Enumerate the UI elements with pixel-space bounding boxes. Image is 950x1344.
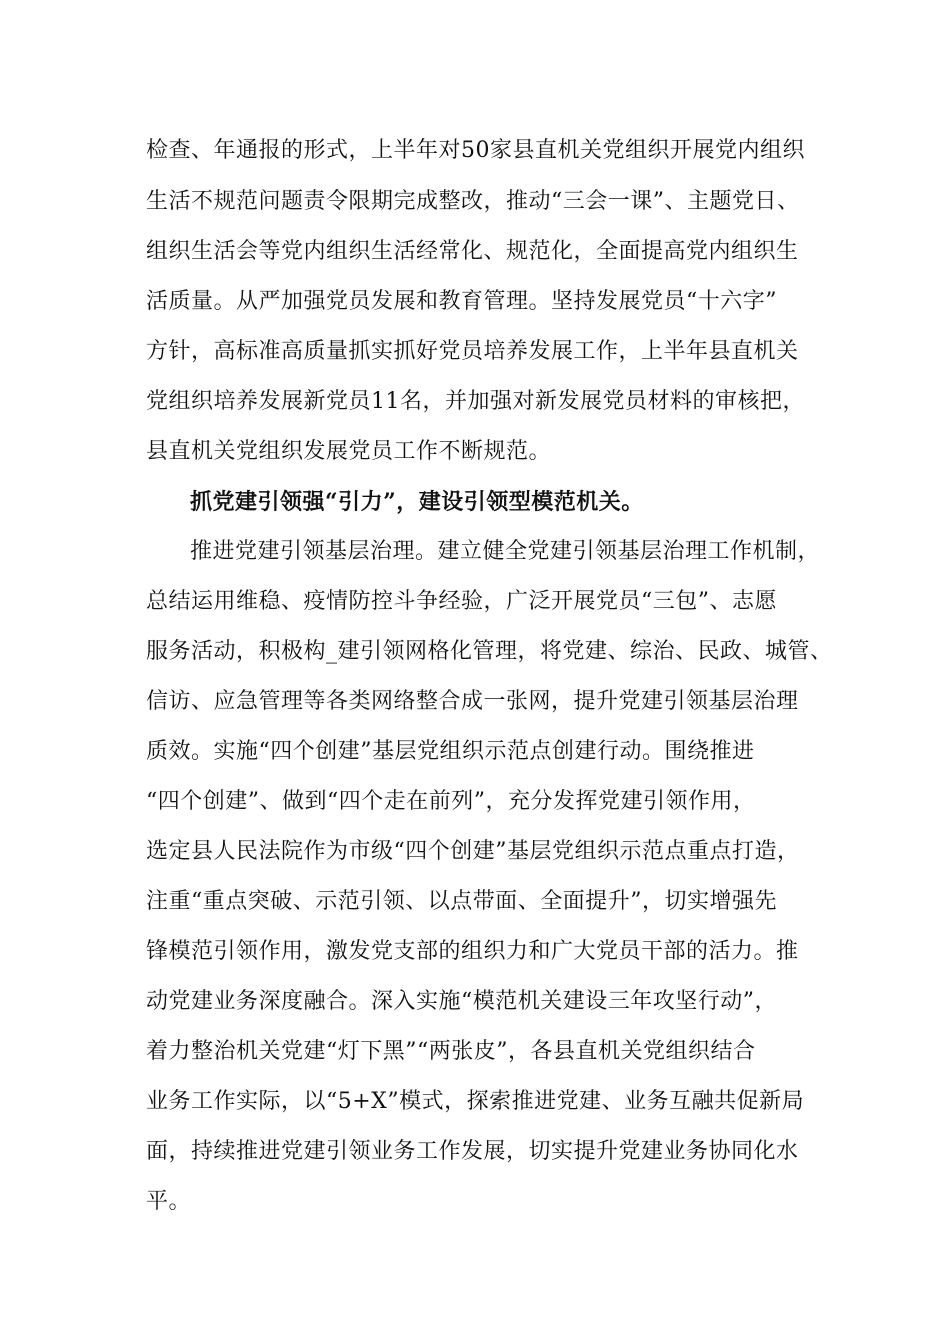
text-line: 着力整治机关党建“灯下黑”“两张皮”，各县直机关党组织结合 bbox=[146, 1039, 756, 1064]
text-line: 组织生活会等党内组织生活经常化、规范化，全面提高党内组织生 bbox=[146, 239, 799, 264]
text-line: 服务活动，积极构_建引领网格化管理，将党建、综治、民政、城管、 bbox=[146, 639, 833, 664]
text-line: 业务工作实际，以“5+X”模式，探索推进党建、业务互融共促新局 bbox=[146, 1089, 805, 1114]
text-line: 县直机关党组织发展党员工作不断规范。 bbox=[146, 439, 552, 464]
text-line: 动党建业务深度融合。深入实施“模范机关建设三年攻坚行动”， bbox=[146, 989, 777, 1014]
text-line: 质效。实施“四个创建”基层党组织示范点创建行动。围绕推进 bbox=[146, 739, 755, 764]
text-line: 总结运用维稳、疫情防控斗争经验，广泛开展党员“三包”、志愿 bbox=[146, 589, 777, 614]
text-line: 平。 bbox=[146, 1189, 192, 1214]
text-line: 方针，高标准高质量抓实抓好党员培养发展工作，上半年县直机关 bbox=[146, 339, 799, 364]
section-heading: 抓党建引领强“引力”，建设引领型模范机关。 bbox=[190, 489, 644, 515]
text-line: 活质量。从严加强党员发展和教育管理。坚持发展党员“十六字” bbox=[146, 289, 777, 314]
text-line: 注重“重点突破、示范引领、以点带面、全面提升”，切实增强先 bbox=[146, 889, 777, 914]
text-line: 锋模范引领作用，激发党支部的组织力和广大党员干部的活力。推 bbox=[146, 939, 799, 964]
text-line: “四个创建”、做到“四个走在前列”，充分发挥党建引领作用， bbox=[146, 789, 756, 814]
text-line: 面，持续推进党建引领业务工作发展，切实提升党建业务协同化水 bbox=[146, 1139, 799, 1164]
text-line: 生活不规范问题责令限期完成整改，推动“三会一课”、主题党日、 bbox=[146, 189, 800, 214]
text-line: 检查、年通报的形式，上半年对50家县直机关党组织开展党内组织 bbox=[146, 138, 805, 163]
text-line: 推进党建引领基层治理。建立健全党建引领基层治理工作机制， bbox=[190, 539, 821, 564]
text-line: 信访、应急管理等各类网络整合成一张网，提升党建引领基层治理 bbox=[146, 689, 799, 714]
text-line: 选定县人民法院作为市级“四个创建”基层党组织示范点重点打造， bbox=[146, 839, 800, 864]
text-line: 党组织培养发展新党员11名，并加强对新发展党员材料的审核把， bbox=[146, 389, 805, 414]
